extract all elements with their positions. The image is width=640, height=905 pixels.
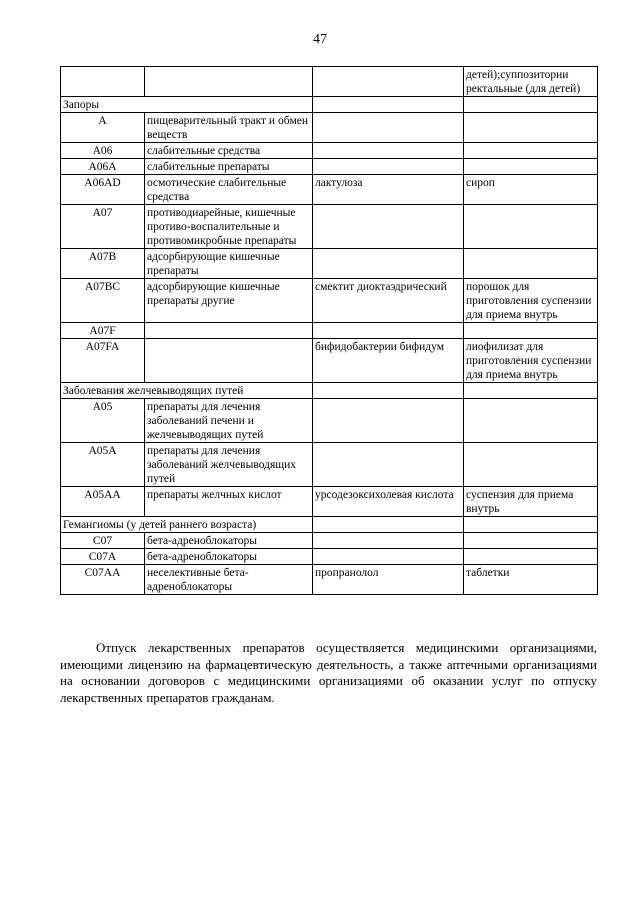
form-cell: таблетки xyxy=(464,565,598,595)
table-row xyxy=(61,175,598,205)
form-cell xyxy=(464,113,598,143)
name-cell: пищеварительный тракт и обмен веществ xyxy=(145,113,313,143)
name-cell: противодиарейные, кишечные противо-воспалительные и противомикробные препараты xyxy=(145,205,313,249)
code-cell: A06AD xyxy=(61,175,145,205)
name-cell: слабительные средства xyxy=(145,143,313,159)
table-row xyxy=(61,67,598,97)
empty-cell xyxy=(313,383,464,399)
table-row xyxy=(61,443,598,487)
table-row xyxy=(61,565,598,595)
substance-cell xyxy=(313,533,464,549)
table-row xyxy=(61,533,598,549)
form-cell: детей);суппозитории ректальные (для детей) xyxy=(464,67,598,97)
code-cell: C07A xyxy=(61,549,145,565)
substance-cell xyxy=(313,249,464,279)
empty-cell xyxy=(313,517,464,533)
drug-table xyxy=(60,66,598,595)
substance-cell xyxy=(313,443,464,487)
substance-cell: пропранолол xyxy=(313,565,464,595)
substance-cell xyxy=(313,67,464,97)
substance-cell xyxy=(313,549,464,565)
table-row xyxy=(61,143,598,159)
name-cell xyxy=(145,67,313,97)
name-cell: слабительные препараты xyxy=(145,159,313,175)
name-cell: препараты для лечения заболеваний желчевыводящих путей xyxy=(145,443,313,487)
form-cell xyxy=(464,323,598,339)
table-row xyxy=(61,487,598,517)
form-cell xyxy=(464,533,598,549)
form-cell: сироп xyxy=(464,175,598,205)
table-row xyxy=(61,113,598,143)
substance-cell xyxy=(313,323,464,339)
code-cell: C07AA xyxy=(61,565,145,595)
page-number: 47 xyxy=(313,32,327,47)
code-cell: A xyxy=(61,113,145,143)
name-cell: препараты желчных кислот xyxy=(145,487,313,517)
section-label: Заболевания желчевыводящих путей xyxy=(61,383,313,399)
name-cell: неселективные бета-адреноблокаторы xyxy=(145,565,313,595)
closing-paragraph: Отпуск лекарственных препаратов осуществляется медицинскими организациями, имеющими лицензию на фармацевтическую деятельность, а также аптечными организациями на основании договоров с медицинскими организациями об оказании услуг по отпуску лекарственных препаратов гражданам. xyxy=(60,640,597,705)
section-row xyxy=(61,383,598,399)
code-cell: A07FA xyxy=(61,339,145,383)
section-label: Гемангиомы (у детей раннего возраста) xyxy=(61,517,313,533)
name-cell: осмотические слабительные средства xyxy=(145,175,313,205)
code-cell: A07B xyxy=(61,249,145,279)
name-cell: адсорбирующие кишечные препараты другие xyxy=(145,279,313,323)
empty-cell xyxy=(313,97,464,113)
code-cell: A07 xyxy=(61,205,145,249)
code-cell: A06 xyxy=(61,143,145,159)
section-row xyxy=(61,97,598,113)
form-cell xyxy=(464,159,598,175)
substance-cell xyxy=(313,205,464,249)
name-cell xyxy=(145,339,313,383)
substance-cell xyxy=(313,399,464,443)
code-cell: A07F xyxy=(61,323,145,339)
substance-cell xyxy=(313,113,464,143)
name-cell: бета-адреноблокаторы xyxy=(145,533,313,549)
table-row xyxy=(61,339,598,383)
substance-cell xyxy=(313,159,464,175)
substance-cell: лактулоза xyxy=(313,175,464,205)
form-cell xyxy=(464,399,598,443)
table-row xyxy=(61,279,598,323)
table-row xyxy=(61,249,598,279)
code-cell: A05A xyxy=(61,443,145,487)
code-cell: A05 xyxy=(61,399,145,443)
table-row xyxy=(61,205,598,249)
empty-cell xyxy=(464,383,598,399)
form-cell xyxy=(464,549,598,565)
code-cell: A07BC xyxy=(61,279,145,323)
name-cell xyxy=(145,323,313,339)
empty-cell xyxy=(464,97,598,113)
substance-cell xyxy=(313,143,464,159)
code-cell: A06A xyxy=(61,159,145,175)
form-cell: порошок для приготовления суспензии для приема внутрь xyxy=(464,279,598,323)
table-row xyxy=(61,159,598,175)
form-cell xyxy=(464,143,598,159)
form-cell xyxy=(464,249,598,279)
empty-cell xyxy=(464,517,598,533)
code-cell: A05AA xyxy=(61,487,145,517)
form-cell: лиофилизат для приготовления суспензии для приема внутрь xyxy=(464,339,598,383)
code-cell xyxy=(61,67,145,97)
table-body xyxy=(61,67,598,595)
name-cell: препараты для лечения заболеваний печени и желчевыводящих путей xyxy=(145,399,313,443)
table-row xyxy=(61,399,598,443)
name-cell: адсорбирующие кишечные препараты xyxy=(145,249,313,279)
table-row xyxy=(61,323,598,339)
substance-cell: урсодезоксихолевая кислота xyxy=(313,487,464,517)
table-row xyxy=(61,549,598,565)
form-cell xyxy=(464,443,598,487)
code-cell: C07 xyxy=(61,533,145,549)
substance-cell: бифидобактерии бифидум xyxy=(313,339,464,383)
form-cell: суспензия для приема внутрь xyxy=(464,487,598,517)
section-row xyxy=(61,517,598,533)
form-cell xyxy=(464,205,598,249)
name-cell: бета-адреноблокаторы xyxy=(145,549,313,565)
substance-cell: смектит диоктаэдрический xyxy=(313,279,464,323)
section-label: Запоры xyxy=(61,97,313,113)
